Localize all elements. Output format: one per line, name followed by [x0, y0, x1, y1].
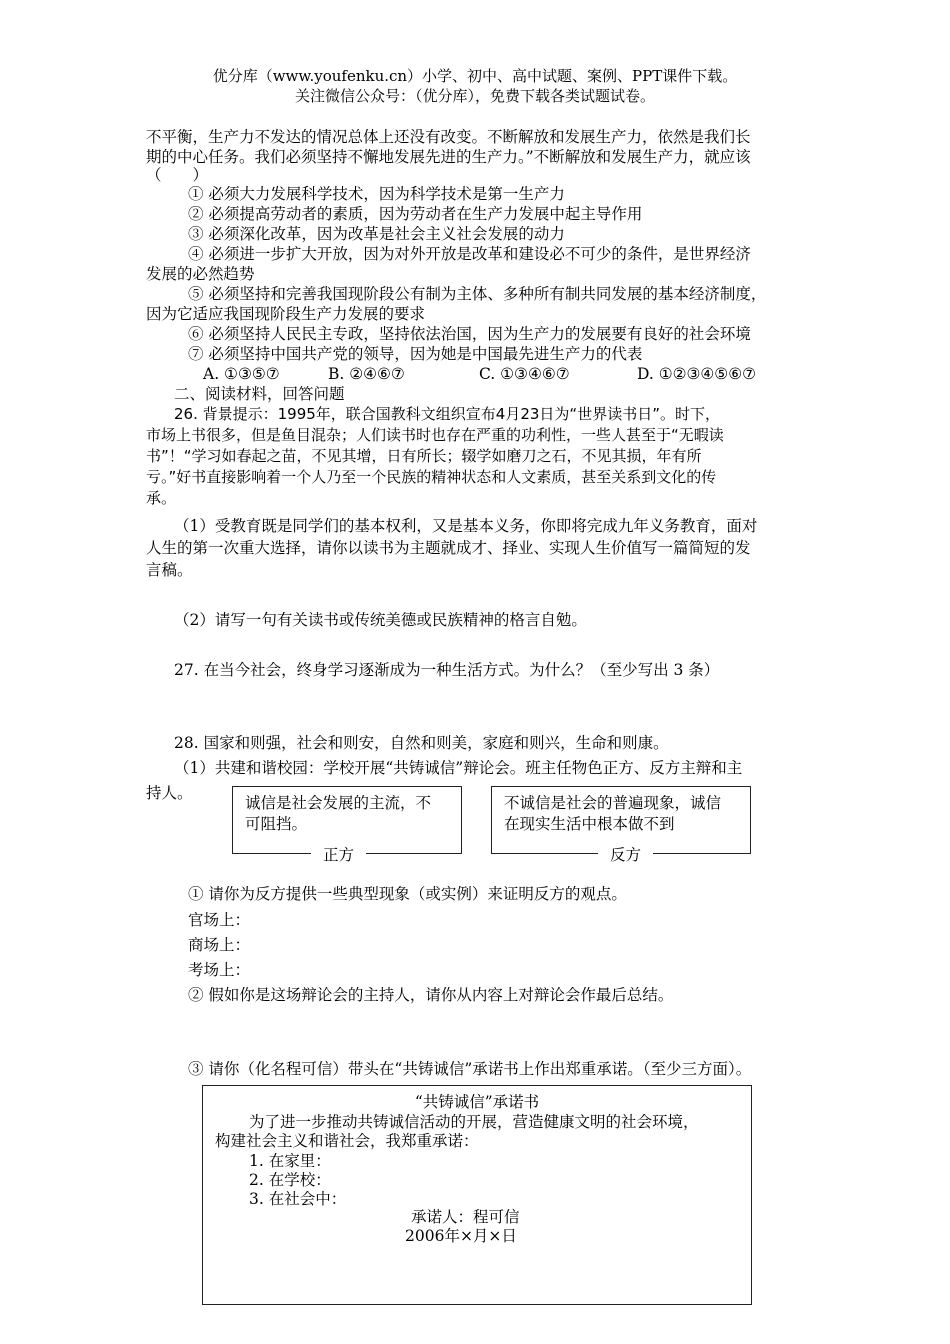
pledge-title: “共铸诚信”承诺书 [414, 1093, 540, 1111]
q25-item: ② 必须提高劳动者的素质，因为劳动者在生产力发展中起主导作用 [188, 205, 643, 223]
pledge-item-society: 3. 在社会中： [249, 1190, 347, 1208]
q26-background-line-3: 书”！“学习如春起之苗，不见其增，日有所长；辍学如磨刀之石，不见其损，年有所 [146, 447, 702, 465]
q25-intro-line-1: 不平衡，生产力不发达的情况总体上还没有改变。不断解放和发展生产力，依然是我们长 [146, 128, 751, 146]
con-side-caption: 反方 [598, 845, 653, 865]
q28-part1-line-2: 持人。 [146, 784, 193, 802]
q25-blank: （ ） [146, 166, 209, 184]
pledge-date: 2006年×月×日 [405, 1227, 517, 1245]
pledge-item-school: 2. 在学校： [249, 1171, 331, 1189]
q26-background-line-1: 26. 背景提示：1995年，联合国教科文组织宣布4月23日为“世界读书日”。时下， [174, 405, 720, 423]
q26-background-line-2: 市场上书很多，但是鱼目混杂；人们读书时也存在严重的功利性，一些人甚至于“无暇读 [146, 426, 724, 444]
pro-side-line-2: 可阻挡。 [245, 815, 308, 833]
option-c: C. ①③④⑥⑦ [479, 365, 570, 383]
q28-sub-3: ③ 请你（化名程可信）带头在“共铸诚信”承诺书上作出郑重承诺。（至少三方面）。 [188, 1060, 752, 1078]
con-side-line-1: 不诚信是社会的普遍现象，诚信 [504, 794, 722, 812]
header-line-2: 关注微信公众号：（优分库），免费下载各类试题试卷。 [294, 87, 655, 105]
q25-item: ⑤ 必须坚持和完善我国现阶段公有制为主体、多种所有制共同发展的基本经济制度， [188, 285, 767, 303]
option-d: D. ①②③④⑤⑥⑦ [637, 365, 756, 383]
pro-side-box [232, 786, 462, 864]
q25-item: 发展的必然趋势 [146, 265, 255, 283]
q28-sub-2: ② 假如你是这场辩论会的主持人，请你从内容上对辩论会作最后总结。 [188, 986, 674, 1004]
q25-item: ③ 必须深化改革，因为改革是社会主义社会发展的动力 [188, 225, 565, 243]
pledge-box [202, 1085, 752, 1305]
q25-intro-line-2: 期的中心任务。我们必须坚持不懈地发展先进的生产力。”不断解放和发展生产力，就应该 [146, 148, 751, 166]
q27-text: 27. 在当今社会，终身学习逐渐成为一种生活方式。为什么？（至少写出 3 条） [174, 661, 720, 679]
q25-item: ④ 必须进一步扩大开放，因为对外开放是改革和建设必不可少的条件，是世界经济 [188, 245, 751, 263]
q25-item: ⑦ 必须坚持中国共产党的领导，因为她是中国最先进生产力的代表 [188, 345, 643, 363]
pledge-intro-line-2: 构建社会主义和谐社会，我郑重承诺： [215, 1132, 479, 1150]
q28-sub-1: ① 请你为反方提供一些典型现象（或实例）来证明反方的观点。 [188, 885, 627, 903]
q26-part1-line-3: 言稿。 [146, 561, 193, 579]
pledge-signer: 承诺人：程可信 [411, 1208, 520, 1226]
exam-label: 考场上： [188, 961, 251, 979]
option-b: B. ②④⑥⑦ [328, 365, 405, 383]
q26-part1-line-1: （1）受教育既是同学们的基本权利，又是基本义务，你即将完成九年义务教育，面对 [174, 517, 758, 535]
con-side-line-2: 在现实生活中根本做不到 [504, 815, 675, 833]
option-a: A. ①③⑤⑦ [203, 365, 280, 383]
q26-part1-line-2: 人生的第一次重大选择，请你以读书为主题就成才、择业、实现人生价值写一篇简短的发 [146, 539, 751, 557]
q28-part1-line-1: （1）共建和谐校园：学校开展“共铸诚信”辩论会。班主任物色正方、反方主辩和主 [174, 759, 743, 777]
q25-item: ⑥ 必须坚持人民民主专政，坚持依法治国，因为生产力的发展要有良好的社会环境 [188, 325, 751, 343]
q26-background-line-4: 亏。”好书直接影响着一个人乃至一个民族的精神状态和人文素质，甚至关系到文化的传 [146, 468, 717, 486]
pro-side-line-1: 诚信是社会发展的主流，不 [245, 794, 432, 812]
pro-side-caption: 正方 [311, 845, 366, 865]
pledge-item-home: 1. 在家里： [249, 1152, 331, 1170]
pledge-intro-line-1: 为了进一步推动共铸诚信活动的开展，营造健康文明的社会环境， [249, 1113, 699, 1131]
con-side-box [491, 786, 751, 864]
official-label: 官场上： [188, 911, 251, 929]
q26-background-line-5: 承。 [146, 489, 177, 507]
section-title: 二、阅读材料，回答问题 [174, 385, 345, 403]
q25-item: ① 必须大力发展科学技术，因为科学技术是第一生产力 [188, 185, 565, 203]
market-label: 商场上： [188, 936, 251, 954]
q26-part2: （2）请写一句有关读书或传统美德或民族精神的格言自勉。 [174, 611, 587, 629]
q28-text: 28. 国家和则强，社会和则安，自然和则美，家庭和则兴，生命和则康。 [174, 734, 669, 752]
header-line-1: 优分库（www.youfenku.cn）小学、初中、高中试题、案例、PPT课件下载。 [212, 67, 738, 85]
q25-item: 因为它适应我国现阶段生产力发展的要求 [146, 305, 426, 323]
